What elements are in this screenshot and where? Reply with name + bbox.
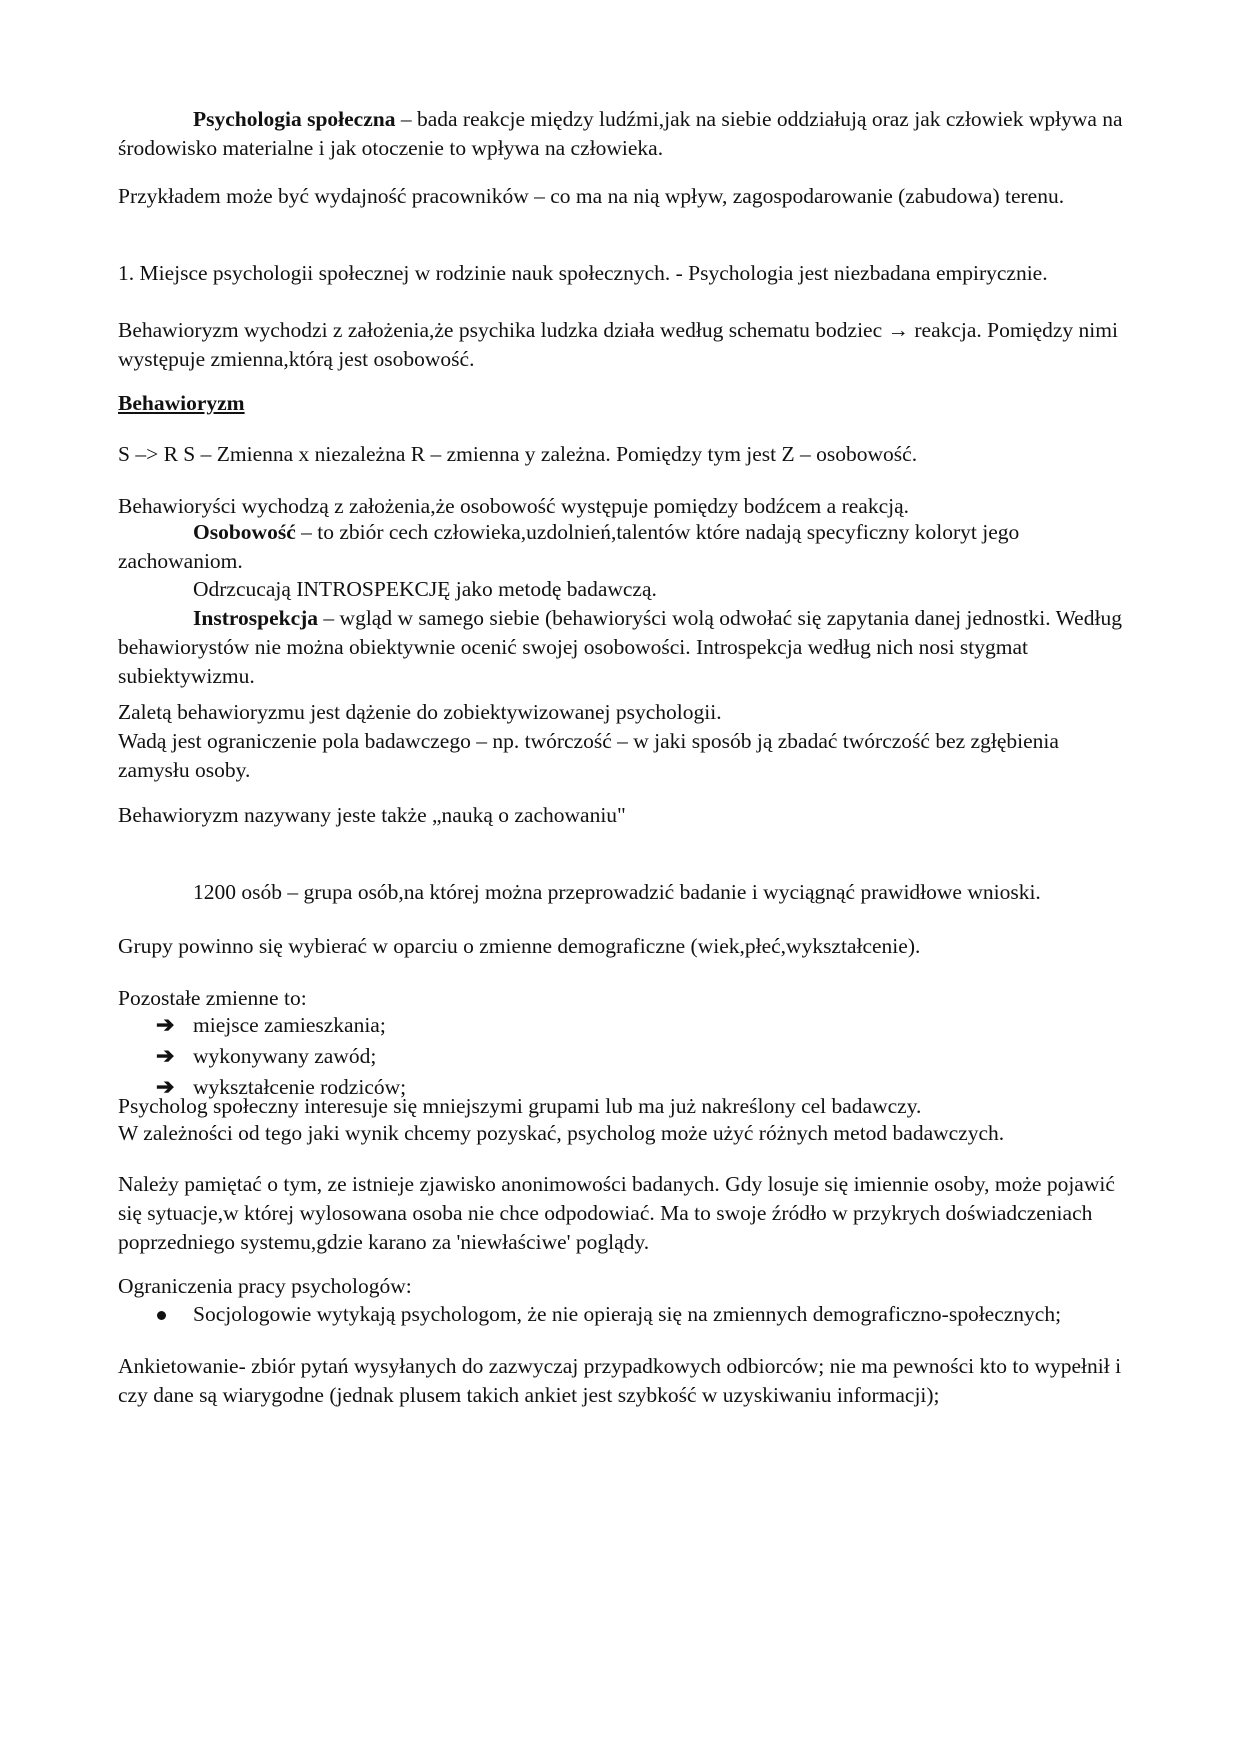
term-social-psychology: Psychologia społeczna xyxy=(193,107,396,131)
paragraph-behaviorism-assumption: Behawioryzm wychodzi z założenia,że psychika ludzka działa według schematu bodziec → reakcja. Pomiędzy nimi występuje zmienna,którą jest osobowość. xyxy=(118,318,1118,371)
section-heading-behaviorism: Behawioryzm xyxy=(118,391,245,415)
paragraph-methods: W zależności od tego jaki wynik chcemy pozyskać, psycholog może użyć różnych metod badawczych. xyxy=(118,1121,1005,1145)
list-item: ➔ wykonywany zawód; xyxy=(118,1042,1128,1073)
paragraph-groups-selection: Grupy powinno się wybierać w oparciu o zmienne demograficzne (wiek,płeć,wykształcenie). xyxy=(118,934,921,958)
paragraph-reject-introspection: Odrzcucają INTROSPEKCJĘ jako metodę badawczą. xyxy=(193,577,657,601)
paragraph-behaviorists-assume: Behawioryści wychodzą z założenia,że osobowość występuje pomiędzy bodźcem a reakcją. xyxy=(118,494,909,518)
term-introspection: Instrospekcja xyxy=(193,606,319,630)
paragraph-sample-size: 1200 osób – grupa osób,na której można przeprowadzić badanie i wyciągnąć prawidłowe wnioski. xyxy=(193,880,1041,904)
list-item: ➔ miejsce zamieszkania; xyxy=(118,1011,1128,1042)
paragraph-questionnaire: Ankietowanie- zbiór pytań wysyłanych do zazwyczaj przypadkowych odbiorców; nie ma pewności kto to wypełnił i czy dane są wiarygodne (jednak plusem takich ankiet jest szybkość w uzyskiwaniu informacji); xyxy=(118,1354,1122,1407)
paragraph-behaviorism-called: Behawioryzm nazywany jeste także „nauką o zachowaniu" xyxy=(118,803,626,827)
arrow-right-icon: ➔ xyxy=(156,1043,175,1068)
paragraph-s-r-formula: S –> R S – Zmienna x niezależna R – zmienna y zależna. Pomiędzy tym jest Z – osobowość. xyxy=(118,442,918,466)
paragraph-point-1: 1. Miejsce psychologii społecznej w rodzinie nauk społecznych. - Psychologia jest niezbadana empirycznie. xyxy=(118,261,1048,285)
arrow-right-icon: ➔ xyxy=(156,1074,175,1099)
paragraph-definition-personality: Osobowość – to zbiór cech człowieka,uzdolnień,talentów które nadają specyficzny koloryt jego zachowaniom. xyxy=(118,520,1020,573)
paragraph-disadvantage: Wadą jest ograniczenie pola badawczego – np. twórczość – w jaki sposób ją zbadać twórczość bez zgłębienia zamysłu osoby. xyxy=(118,729,1059,782)
arrow-right-icon: ➔ xyxy=(156,1012,175,1037)
paragraph-advantage: Zaletą behawioryzmu jest dążenie do zobiektywizowanej psychologii. xyxy=(118,700,722,724)
arrow-list xyxy=(118,1011,1128,1104)
list-item: ➔ wykształcenie rodziców; xyxy=(118,1073,1128,1104)
paragraph-definition-introspection: Instrospekcja – wgląd w samego siebie (behawioryści wolą odwołać się zapytania danej jednostki. Według behawiorystów nie można obiektywnie ocenić swojej osobowości. Introspekcja według nich nosi stygmat subiektywizmu. xyxy=(118,606,1122,688)
term-personality: Osobowość xyxy=(193,520,296,544)
paragraph-other-variables: Pozostałe zmienne to: xyxy=(118,986,307,1010)
paragraph-social-psychologist-interest: Psycholog społeczny interesuje się mniejszymi grupami lub ma już nakreślony cel badawczy. xyxy=(118,1094,922,1118)
paragraph-anonymity: Należy pamiętać o tym, ze istnieje zjawisko anonimowości badanych. Gdy losuje się imiennie osoby, może pojawić się sytuacje,w której wylosowana osoba nie chce odpodowiać. Ma to swoje źródło w przykrych doświadczeniach poprzedniego systemu,gdzie karano za 'niewłaściwe' poglądy. xyxy=(118,1172,1115,1254)
bullet-icon xyxy=(157,1311,166,1320)
paragraph-definition-social-psychology: Psychologia społeczna – bada reakcje między ludźmi,jak na siebie oddziałują oraz jak człowiek wpływa na środowisko materialne i jak otoczenie to wpływa na człowieka. xyxy=(118,107,1123,160)
paragraph-example: Przykładem może być wydajność pracowników – co ma na nią wpływ, zagospodarowanie (zabudowa) terenu. xyxy=(118,184,1065,208)
bullet-list xyxy=(118,1300,1128,1329)
paragraph-limitations-heading: Ograniczenia pracy psychologów: xyxy=(118,1274,412,1298)
list-item: Socjologowie wytykają psychologom, że nie opierają się na zmiennych demograficzno-społecznych; xyxy=(118,1300,1128,1329)
